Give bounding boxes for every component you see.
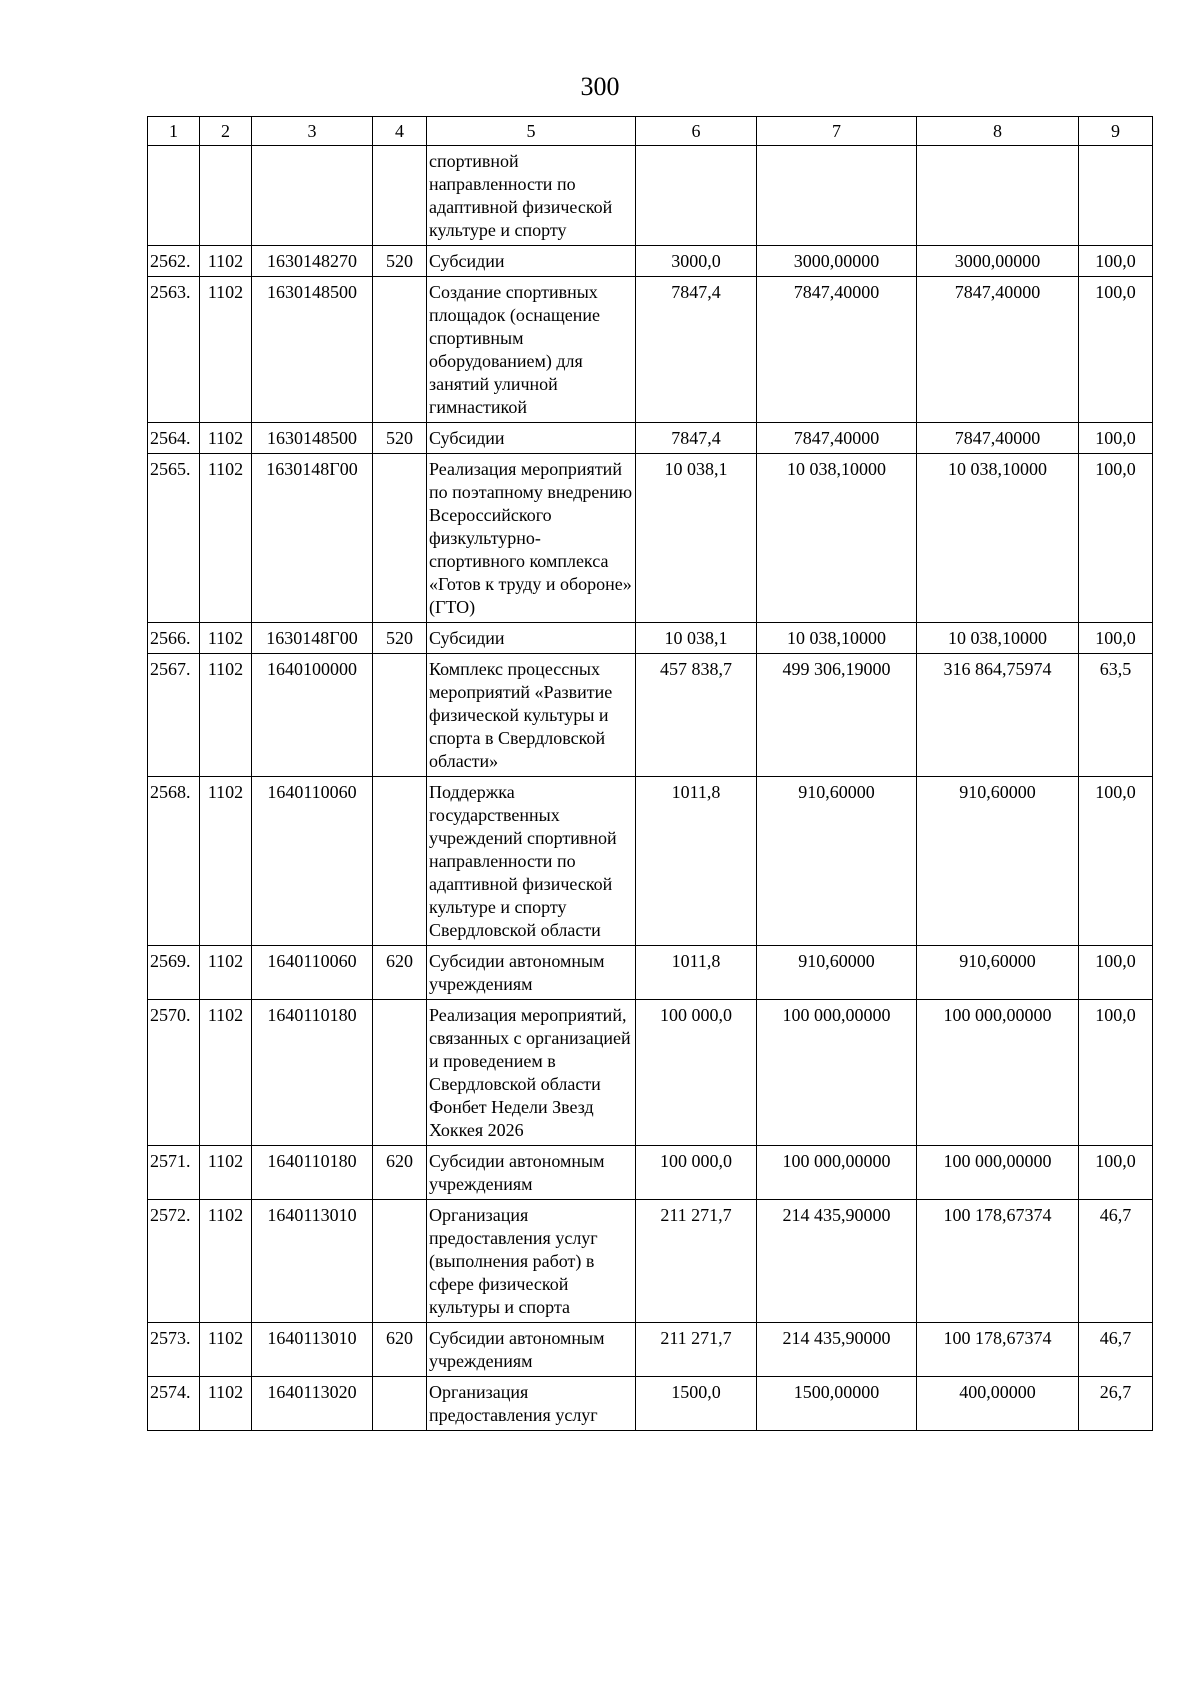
table-row	[148, 454, 1153, 623]
item-name-cell: Реализация мероприятий, связанных с организацией и проведением в Свердловской области Фонбет Недели Звезд Хоккея 2026	[427, 1000, 636, 1146]
section-code-cell: 1102	[200, 1200, 252, 1323]
value-col6-cell: 10 038,1	[636, 623, 757, 654]
value-col7-cell: 7847,40000	[757, 277, 917, 423]
value-col6-cell: 3000,0	[636, 246, 757, 277]
section-code-cell: 1102	[200, 946, 252, 1000]
value-col7-cell	[757, 146, 917, 246]
value-col7-cell: 10 038,10000	[757, 454, 917, 623]
percent-cell: 100,0	[1079, 946, 1153, 1000]
table-row	[148, 1146, 1153, 1200]
target-article-cell: 1640110060	[252, 946, 373, 1000]
expense-type-cell	[373, 454, 427, 623]
percent-cell: 46,7	[1079, 1200, 1153, 1323]
expense-type-cell	[373, 277, 427, 423]
item-name-cell: Субсидии автономным учреждениям	[427, 1323, 636, 1377]
item-name-cell: Субсидии автономным учреждениям	[427, 946, 636, 1000]
target-article-cell: 1640113010	[252, 1323, 373, 1377]
expense-type-cell	[373, 1377, 427, 1431]
value-col8-cell: 100 000,00000	[917, 1000, 1079, 1146]
value-col7-cell: 1500,00000	[757, 1377, 917, 1431]
item-name-cell: Субсидии	[427, 423, 636, 454]
header-cell: 8	[917, 117, 1079, 146]
target-article-cell: 1640113010	[252, 1200, 373, 1323]
row-number-cell: 2565.	[148, 454, 200, 623]
value-col6-cell	[636, 146, 757, 246]
percent-cell: 100,0	[1079, 423, 1153, 454]
percent-cell: 100,0	[1079, 1000, 1153, 1146]
row-number-cell: 2572.	[148, 1200, 200, 1323]
value-col7-cell: 100 000,00000	[757, 1000, 917, 1146]
percent-cell: 100,0	[1079, 277, 1153, 423]
table-row	[148, 654, 1153, 777]
value-col6-cell: 100 000,0	[636, 1146, 757, 1200]
percent-cell: 100,0	[1079, 454, 1153, 623]
target-article-cell: 1630148500	[252, 423, 373, 454]
target-article-cell: 1640113020	[252, 1377, 373, 1431]
value-col8-cell: 7847,40000	[917, 277, 1079, 423]
row-number-cell: 2562.	[148, 246, 200, 277]
expense-type-cell: 520	[373, 246, 427, 277]
expense-type-cell: 520	[373, 423, 427, 454]
percent-cell	[1079, 146, 1153, 246]
value-col7-cell: 910,60000	[757, 777, 917, 946]
section-code-cell: 1102	[200, 623, 252, 654]
header-cell: 7	[757, 117, 917, 146]
item-name-cell: Субсидии	[427, 246, 636, 277]
value-col8-cell: 316 864,75974	[917, 654, 1079, 777]
value-col8-cell: 400,00000	[917, 1377, 1079, 1431]
header-cell: 3	[252, 117, 373, 146]
value-col6-cell: 1011,8	[636, 946, 757, 1000]
expense-type-cell	[373, 777, 427, 946]
row-number-cell: 2569.	[148, 946, 200, 1000]
item-name-cell: Субсидии	[427, 623, 636, 654]
expense-type-cell	[373, 654, 427, 777]
value-col7-cell: 10 038,10000	[757, 623, 917, 654]
target-article-cell: 1640100000	[252, 654, 373, 777]
value-col6-cell: 10 038,1	[636, 454, 757, 623]
table-row	[148, 777, 1153, 946]
row-number-cell: 2573.	[148, 1323, 200, 1377]
value-col6-cell: 100 000,0	[636, 1000, 757, 1146]
section-code-cell: 1102	[200, 277, 252, 423]
row-number-cell	[148, 146, 200, 246]
value-col7-cell: 3000,00000	[757, 246, 917, 277]
value-col6-cell: 211 271,7	[636, 1323, 757, 1377]
expense-type-cell: 620	[373, 1323, 427, 1377]
section-code-cell: 1102	[200, 1377, 252, 1431]
section-code-cell: 1102	[200, 654, 252, 777]
target-article-cell: 1640110180	[252, 1146, 373, 1200]
row-number-cell: 2571.	[148, 1146, 200, 1200]
target-article-cell: 1630148Г00	[252, 454, 373, 623]
header-row	[148, 117, 1153, 146]
item-name-cell: Реализация мероприятий по поэтапному внедрению Всероссийского физкультурно-спортивного комплекса «Готов к труду и обороне» (ГТО)	[427, 454, 636, 623]
value-col7-cell: 7847,40000	[757, 423, 917, 454]
percent-cell: 46,7	[1079, 1323, 1153, 1377]
value-col6-cell: 1500,0	[636, 1377, 757, 1431]
table-row	[148, 623, 1153, 654]
target-article-cell: 1640110180	[252, 1000, 373, 1146]
percent-cell: 26,7	[1079, 1377, 1153, 1431]
table-row	[148, 1200, 1153, 1323]
item-name-cell: Организация предоставления услуг (выполнения работ) в сфере физической культуры и спорта	[427, 1200, 636, 1323]
header-cell: 2	[200, 117, 252, 146]
section-code-cell: 1102	[200, 1146, 252, 1200]
table-body	[148, 146, 1153, 1431]
value-col8-cell: 7847,40000	[917, 423, 1079, 454]
value-col7-cell: 499 306,19000	[757, 654, 917, 777]
row-number-cell: 2566.	[148, 623, 200, 654]
expense-type-cell	[373, 1000, 427, 1146]
target-article-cell: 1630148270	[252, 246, 373, 277]
value-col8-cell: 10 038,10000	[917, 454, 1079, 623]
percent-cell: 63,5	[1079, 654, 1153, 777]
value-col6-cell: 7847,4	[636, 277, 757, 423]
item-name-cell: спортивной направленности по адаптивной физической культуре и спорту	[427, 146, 636, 246]
row-number-cell: 2567.	[148, 654, 200, 777]
target-article-cell: 1640110060	[252, 777, 373, 946]
header-cell: 4	[373, 117, 427, 146]
value-col7-cell: 100 000,00000	[757, 1146, 917, 1200]
expense-type-cell	[373, 1200, 427, 1323]
section-code-cell: 1102	[200, 454, 252, 623]
percent-cell: 100,0	[1079, 246, 1153, 277]
expense-type-cell: 620	[373, 1146, 427, 1200]
target-article-cell: 1630148Г00	[252, 623, 373, 654]
section-code-cell: 1102	[200, 423, 252, 454]
table-row	[148, 1377, 1153, 1431]
value-col8-cell: 910,60000	[917, 777, 1079, 946]
value-col8-cell: 100 178,67374	[917, 1200, 1079, 1323]
header-cell: 1	[148, 117, 200, 146]
value-col6-cell: 457 838,7	[636, 654, 757, 777]
value-col7-cell: 214 435,90000	[757, 1323, 917, 1377]
section-code-cell: 1102	[200, 246, 252, 277]
table-row	[148, 946, 1153, 1000]
section-code-cell: 1102	[200, 1000, 252, 1146]
target-article-cell: 1630148500	[252, 277, 373, 423]
section-code-cell	[200, 146, 252, 246]
value-col8-cell: 10 038,10000	[917, 623, 1079, 654]
table-row	[148, 277, 1153, 423]
table-row	[148, 246, 1153, 277]
row-number-cell: 2563.	[148, 277, 200, 423]
row-number-cell: 2574.	[148, 1377, 200, 1431]
budget-table	[147, 116, 1153, 1431]
item-name-cell: Организация предоставления услуг	[427, 1377, 636, 1431]
value-col6-cell: 7847,4	[636, 423, 757, 454]
section-code-cell: 1102	[200, 777, 252, 946]
item-name-cell: Создание спортивных площадок (оснащение спортивным оборудованием) для занятий уличной гимнастикой	[427, 277, 636, 423]
value-col6-cell: 211 271,7	[636, 1200, 757, 1323]
value-col7-cell: 214 435,90000	[757, 1200, 917, 1323]
value-col8-cell: 100 178,67374	[917, 1323, 1079, 1377]
expense-type-cell	[373, 146, 427, 246]
value-col8-cell: 100 000,00000	[917, 1146, 1079, 1200]
page-number: 300	[580, 72, 620, 101]
item-name-cell: Субсидии автономным учреждениям	[427, 1146, 636, 1200]
expense-type-cell: 620	[373, 946, 427, 1000]
item-name-cell: Поддержка государственных учреждений спортивной направленности по адаптивной физической культуре и спорту Свердловской области	[427, 777, 636, 946]
value-col7-cell: 910,60000	[757, 946, 917, 1000]
table-row	[148, 1323, 1153, 1377]
table-row	[148, 1000, 1153, 1146]
percent-cell: 100,0	[1079, 623, 1153, 654]
header-cell: 9	[1079, 117, 1153, 146]
percent-cell: 100,0	[1079, 777, 1153, 946]
row-number-cell: 2564.	[148, 423, 200, 454]
value-col8-cell: 3000,00000	[917, 246, 1079, 277]
value-col6-cell: 1011,8	[636, 777, 757, 946]
header-cell: 6	[636, 117, 757, 146]
row-number-cell: 2570.	[148, 1000, 200, 1146]
table-row	[148, 146, 1153, 246]
target-article-cell	[252, 146, 373, 246]
percent-cell: 100,0	[1079, 1146, 1153, 1200]
value-col8-cell	[917, 146, 1079, 246]
expense-type-cell: 520	[373, 623, 427, 654]
value-col8-cell: 910,60000	[917, 946, 1079, 1000]
table-row	[148, 423, 1153, 454]
item-name-cell: Комплекс процессных мероприятий «Развитие физической культуры и спорта в Свердловской области»	[427, 654, 636, 777]
header-cell: 5	[427, 117, 636, 146]
row-number-cell: 2568.	[148, 777, 200, 946]
section-code-cell: 1102	[200, 1323, 252, 1377]
